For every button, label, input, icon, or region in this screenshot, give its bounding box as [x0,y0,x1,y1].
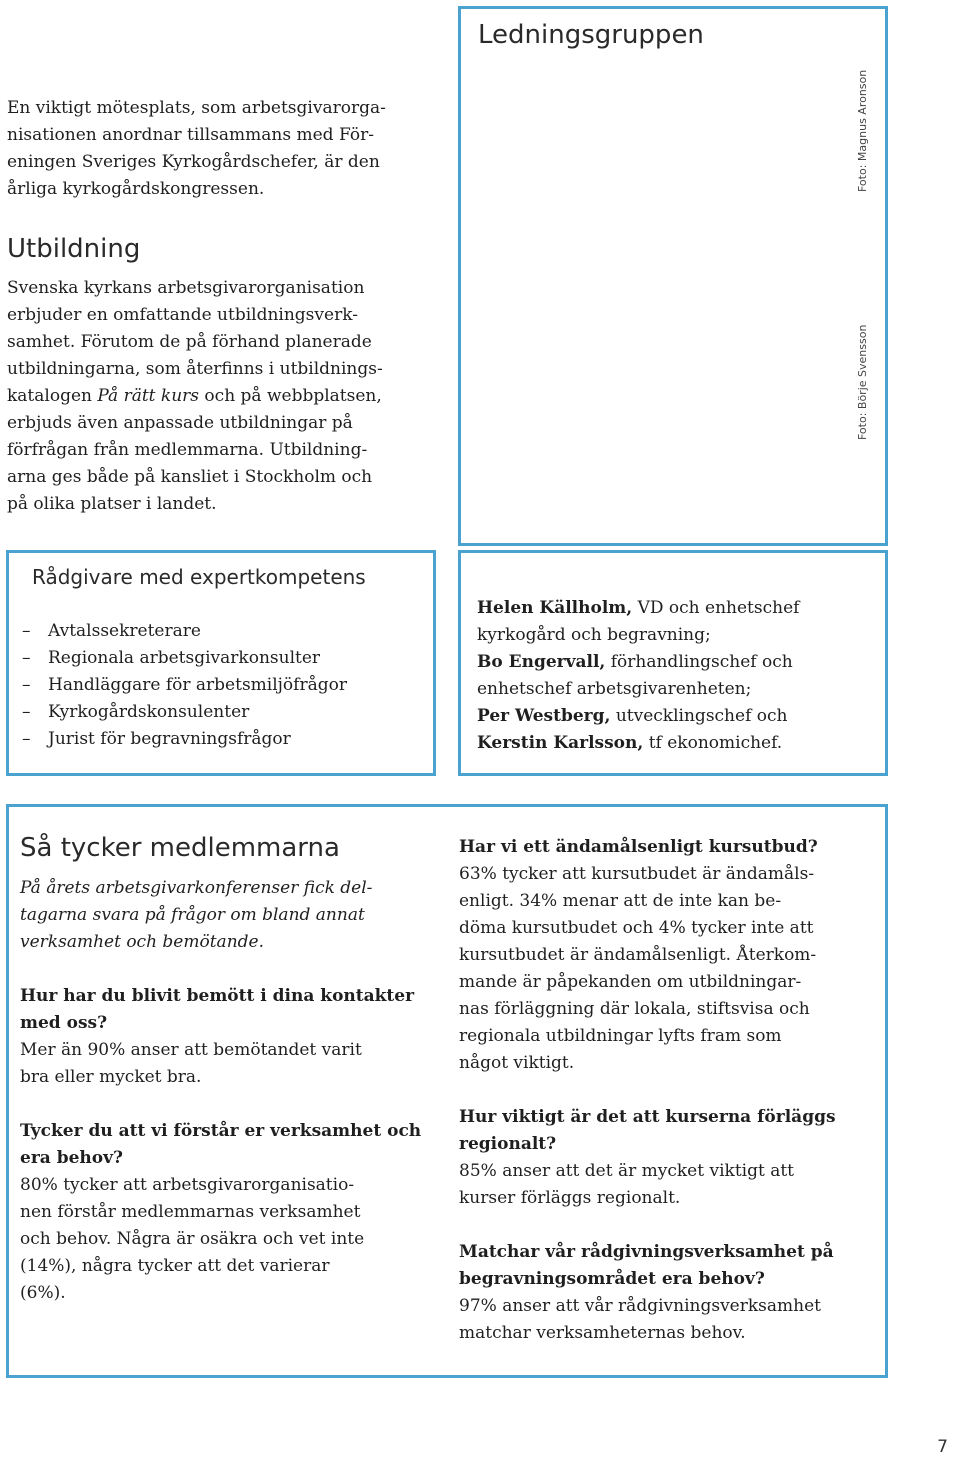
page-number: 7 [937,1437,948,1457]
radgivare-item-label: Handläggare för arbetsmiljöfrågor [48,675,347,695]
utbildning-line [7,329,447,356]
utbildning-line [7,383,447,410]
survey-heading: Så tycker medlemmarna [20,833,340,863]
utbildning-heading: Utbildning [7,234,141,264]
member-role: enhetschef arbetsgivarenheten; [477,679,752,699]
member-line [477,703,877,730]
members-list [477,595,877,757]
survey-answer-line: 80% tycker att arbetsgivarorganisatio- [20,1175,355,1195]
text-segment: erbjuder en omfattande utbildningsverk- [7,305,358,325]
intro-line: nisationen anordnar tillsammans med För- [7,125,374,145]
text-segment: samhet. Förutom de på förhand planerade [7,332,372,352]
radgivare-item [22,672,422,699]
survey-answer-line: matchar verksamheternas behov. [459,1323,746,1343]
member-line [477,730,877,757]
utbildning-line [7,356,447,383]
dash-bullet: – [22,675,31,695]
member-line [477,649,877,676]
utbildning-line [7,275,447,302]
radgivare-item-label: Kyrkogårdskonsulenter [48,702,250,722]
radgivare-item-label: Jurist för begravningsfrågor [48,729,291,749]
block-spacer [20,956,445,983]
text-segment: Svenska kyrkans arbetsgivarorganisation [7,278,365,298]
radgivare-item-label: Regionala arbetsgivarkonsulter [48,648,321,668]
dash-bullet: – [22,702,31,722]
survey-answer-line: bra eller mycket bra. [20,1067,202,1087]
survey-answer-line: kursutbudet är ändamålsenligt. Återkom- [459,945,817,965]
member-line [477,676,877,703]
survey-question-line: Har vi ett ändamålsenligt kursutbud? [459,837,818,857]
survey-answer-line: 85% anser att det är mycket viktigt att [459,1161,795,1181]
dash-bullet: – [22,621,31,641]
utbildning-paragraph [7,275,447,518]
survey-answer-line: enligt. 34% menar att de inte kan be- [459,891,782,911]
member-name: Helen Källholm, [477,598,633,618]
member-role: utvecklingschef och [610,706,788,726]
member-line [477,595,877,622]
member-role: tf ekonomichef. [643,733,783,753]
intro-line: En viktigt mötesplats, som arbetsgivarorga- [7,98,386,118]
survey-right-column [459,834,884,1347]
member-role: kyrkogård och begravning; [477,625,711,645]
text-segment: och på webbplatsen, [199,386,382,406]
text-segment: arna ges både på kansliet i Stockholm och [7,467,373,487]
survey-question-line: Hur har du blivit bemött i dina kontakter [20,986,415,1006]
survey-answer-line: 63% tycker att kursutbudet är ändamåls- [459,864,815,884]
utbildning-line [7,437,447,464]
survey-question-line: era behov? [20,1148,123,1168]
ledningsgruppen-title: Ledningsgruppen [478,20,704,50]
intro-paragraph [7,95,447,203]
text-segment: katalogen [7,386,98,406]
member-name: Kerstin Karlsson, [477,733,644,753]
block-spacer [459,1212,884,1239]
survey-intro-line: På årets arbetsgivarkonferenser fick del- [20,878,373,898]
utbildning-line [7,302,447,329]
text-segment: på olika platser i landet. [7,494,217,514]
survey-intro-line: verksamhet och bemötande. [20,932,264,952]
survey-answer-line: något viktigt. [459,1053,575,1073]
radgivare-heading: Rådgivare med expertkompetens [32,565,366,589]
text-segment: erbjuds även anpassade utbildningar på [7,413,353,433]
survey-answer-line: mande är påpekanden om utbildningar- [459,972,802,992]
radgivare-item [22,645,422,672]
survey-answer-line: nen förstår medlemmarnas verksamhet [20,1202,361,1222]
member-name: Per Westberg, [477,706,611,726]
member-role: förhandlingschef och [605,652,793,672]
course-title: På rätt kurs [97,386,200,406]
survey-question-line: Matchar vår rådgivningsverksamhet på [459,1242,834,1262]
survey-question-line: begravningsområdet era behov? [459,1269,765,1289]
block-spacer [20,1091,445,1118]
dash-bullet: – [22,648,31,668]
photo-credit-top: Foto: Magnus Aronson [856,69,869,192]
ledningsgruppen-photo-box [458,6,888,546]
survey-answer-line: kurser förläggs regionalt. [459,1188,681,1208]
survey-answer-line: (6%). [20,1283,66,1303]
radgivare-item-label: Avtalssekreterare [48,621,201,641]
block-spacer [459,1077,884,1104]
radgivare-list [22,618,422,753]
survey-answer-line: och behov. Några är osäkra och vet inte [20,1229,365,1249]
survey-answer-line: nas förläggning där lokala, stiftsvisa och [459,999,810,1019]
survey-answer-line: döma kursutbudet och 4% tycker inte att [459,918,814,938]
radgivare-item [22,699,422,726]
photo-credit-bottom: Foto: Börje Svensson [856,324,869,440]
dash-bullet: – [22,729,31,749]
member-line [477,622,877,649]
survey-question-line: regionalt? [459,1134,557,1154]
intro-line: eningen Sveriges Kyrkogårdschefer, är den [7,152,380,172]
intro-line: årliga kyrkogårdskongressen. [7,179,265,199]
survey-question-line: Hur viktigt är det att kurserna förläggs [459,1107,836,1127]
utbildning-line [7,491,447,518]
survey-answer-line: 97% anser att vår rådgivningsverksamhet [459,1296,821,1316]
survey-question-line: Tycker du att vi förstår er verksamhet och [20,1121,422,1141]
survey-intro-line: tagarna svara på frågor om bland annat [20,905,365,925]
radgivare-item [22,726,422,753]
member-name: Bo Engervall, [477,652,606,672]
survey-question-line: med oss? [20,1013,108,1033]
survey-answer-line: regionala utbildningar lyfts fram som [459,1026,782,1046]
radgivare-item [22,618,422,645]
survey-left-column [20,875,445,1307]
text-segment: utbildningarna, som återfinns i utbildnings- [7,359,383,379]
text-segment: förfrågan från medlemmarna. Utbildning- [7,440,368,460]
member-role: VD och enhetschef [632,598,800,618]
utbildning-line [7,464,447,491]
survey-answer-line: Mer än 90% anser att bemötandet varit [20,1040,362,1060]
survey-answer-line: (14%), några tycker att det varierar [20,1256,330,1276]
utbildning-line [7,410,447,437]
